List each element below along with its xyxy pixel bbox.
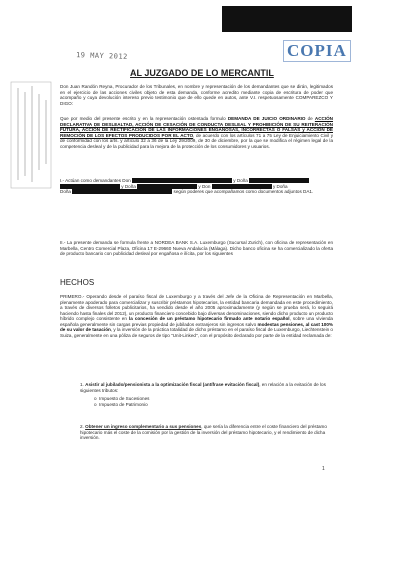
hechos-bold-a: la concesión de un préstamo hipotecario firmado ante notario español [128,316,290,321]
claim-text-a: Que por medio del presente escrito y en la representación ostentada formulo [60,116,228,121]
item1-text: , en relación a la evitación de los siguientes tributos: [80,382,326,393]
list-item-1 [80,382,330,407]
parties-line1-b: y Doña [233,178,248,183]
claim-text-c: , de acuerdo con los artículos 71 a 75 Ley de Enjuiciamiento Civil y de conformidad con los arts. y artículo 32 a 36 de la Ley 29/2009, de 30 de diciembre, por la que se modifica el régimen legal de la competencia desleal y de la publicidad para la mejora de la protección de los consumidores y usuarios. [60,132,333,149]
item1-number: 1. [80,382,84,387]
hechos-lead: PRIMERO.- [60,294,85,299]
intro-paragraph: Don Juan Randón Reyna, Procurador de los Tribunales, en nombre y representación de los demandantes que se dirán, legitimados en el ejercicio de las acciones civiles objeto de esta demanda, conforme acredito mediante copia de escritura de poder que acompaño y cuya devolución intereso previo testimonio que de ello quede en autos, ante V.I. respetuosamente COMPAREZCO Y DIGO: [60,84,333,106]
parties-line1-a: I.- Actúan como demandantes Don [60,178,131,183]
item2-bold: Obtener un ingreso complementario a sus pensiones [85,424,202,429]
document-heading: AL JUZGADO DE LO MERCANTIL [130,68,274,78]
list-subitem: o Impuesto de Sucesiones [94,396,150,401]
parties-line2-c: y Doña [272,183,288,189]
side-registry-stamp [8,80,54,190]
redaction-top [222,6,352,32]
parties-line2-b: y Don [198,183,211,189]
parties-line3-a: Doña [60,189,71,194]
list-subitem: o Impuesto de Patrimonio [94,401,148,407]
redaction-name-6 [72,189,172,194]
claim-text-b: de [305,116,315,121]
item2-number: 2. [80,424,84,429]
hechos-text-a: Operando desde el paraíso fiscal de Luxemburgo y a través del Jefe de la Oficina de Representación en Marbella, plenamente apoderado para comercializar y suscribir préstamos hipotecarios, la entidad bancaria demandada en este procedimiento, a través de diversos folletos publicitarios, ha vendido desde el año 2005 aproximadamente (y según se prueba será, lo seguirá haciendo hasta finales del 2012), un producto financiero concebido bajo diversas denominaciones, siendo dicho producto un producto híbrido complejo consistente en [60,294,333,321]
parties-line3-b: según poderes que acompañamos como documentos adjuntos DA1. [173,189,314,194]
subitem-sucesiones: Impuesto de Sucesiones [99,396,150,401]
hechos-bold-b: modestas pensiones, al cast 100% de su valor de tasación [60,321,334,332]
subitem-patrimonio: Impuesto de Patrimonio [99,401,148,407]
defendant-paragraph: II.- La presente demanda se formula frente a NORDEA BANK S.A. Luxemburgo (Sucursal Zurich), con oficina de representación en Marbella, Centro Comercial Plaza, Oficina 17 E-29660 Nueva Andalucía (Málaga). Dicho banco oficina se ha comercializado la oferta de producto bancario con publicidad desleal por engañosa e ilícita, por los siguientes [60,240,333,256]
section-title-hechos: HECHOS [60,278,95,287]
parties-line2-a: y Doña [121,183,136,189]
received-date-stamp: 19 MAY 2012 [75,51,128,61]
item2-text: , que sería la diferencia entre el coste financiero del préstamo hipotecario más el coste de la comisión por la gestión de la inversión del préstamo hipotecario, y el rendimiento de dicha inversión. [80,424,327,440]
hechos-text-c: , y la inversión de la práctica totalidad de dicho préstamo en el paraíso fiscal de Luxemburgo, Liechtenstein o Suiza, generalmente en una póliza de seguros de tipo "Unit-Linked", con el propósito declarado por parte de la entidad reclamada de: [60,327,333,338]
redaction-name-1 [132,178,232,183]
hechos-text-b: , sobre una vivienda española generalmente sin cargas previas propiedad de jubilados extranjeros sin ingresos salvo [60,316,333,327]
copia-stamp: COPIA [283,40,351,62]
list-item-2 [80,424,330,441]
claim-bold-b: ACCIÓN DECLARATIVA DE DESLEALTAD, ACCIÓN DE CESACIÓN DE CONDUCTA DESLEAL Y PROHIBICIÓN DE SU REITERACIÓN FUTURA, ACCIÓN DE RECTIFICACIÓN DE LAS INFORMACIONES ENGAÑOSAS, INCORRECTAS O FALSAS y ACCIÓN DE REMOCIÓN DE LOS EFECTOS PRODUCIDOS POR EL ACTO [60,116,333,138]
claim-paragraph [60,116,333,149]
item1-bold: Asistir al jubilado/pensionista a la optimización fiscal (antífrase evitación fiscal) [85,382,260,387]
claim-bold-a: DEMANDA DE JUICIO ORDINARIO [227,116,306,121]
hechos-primero-paragraph [60,294,333,338]
page-number: 1 [322,466,325,472]
parties-paragraph [60,178,333,195]
